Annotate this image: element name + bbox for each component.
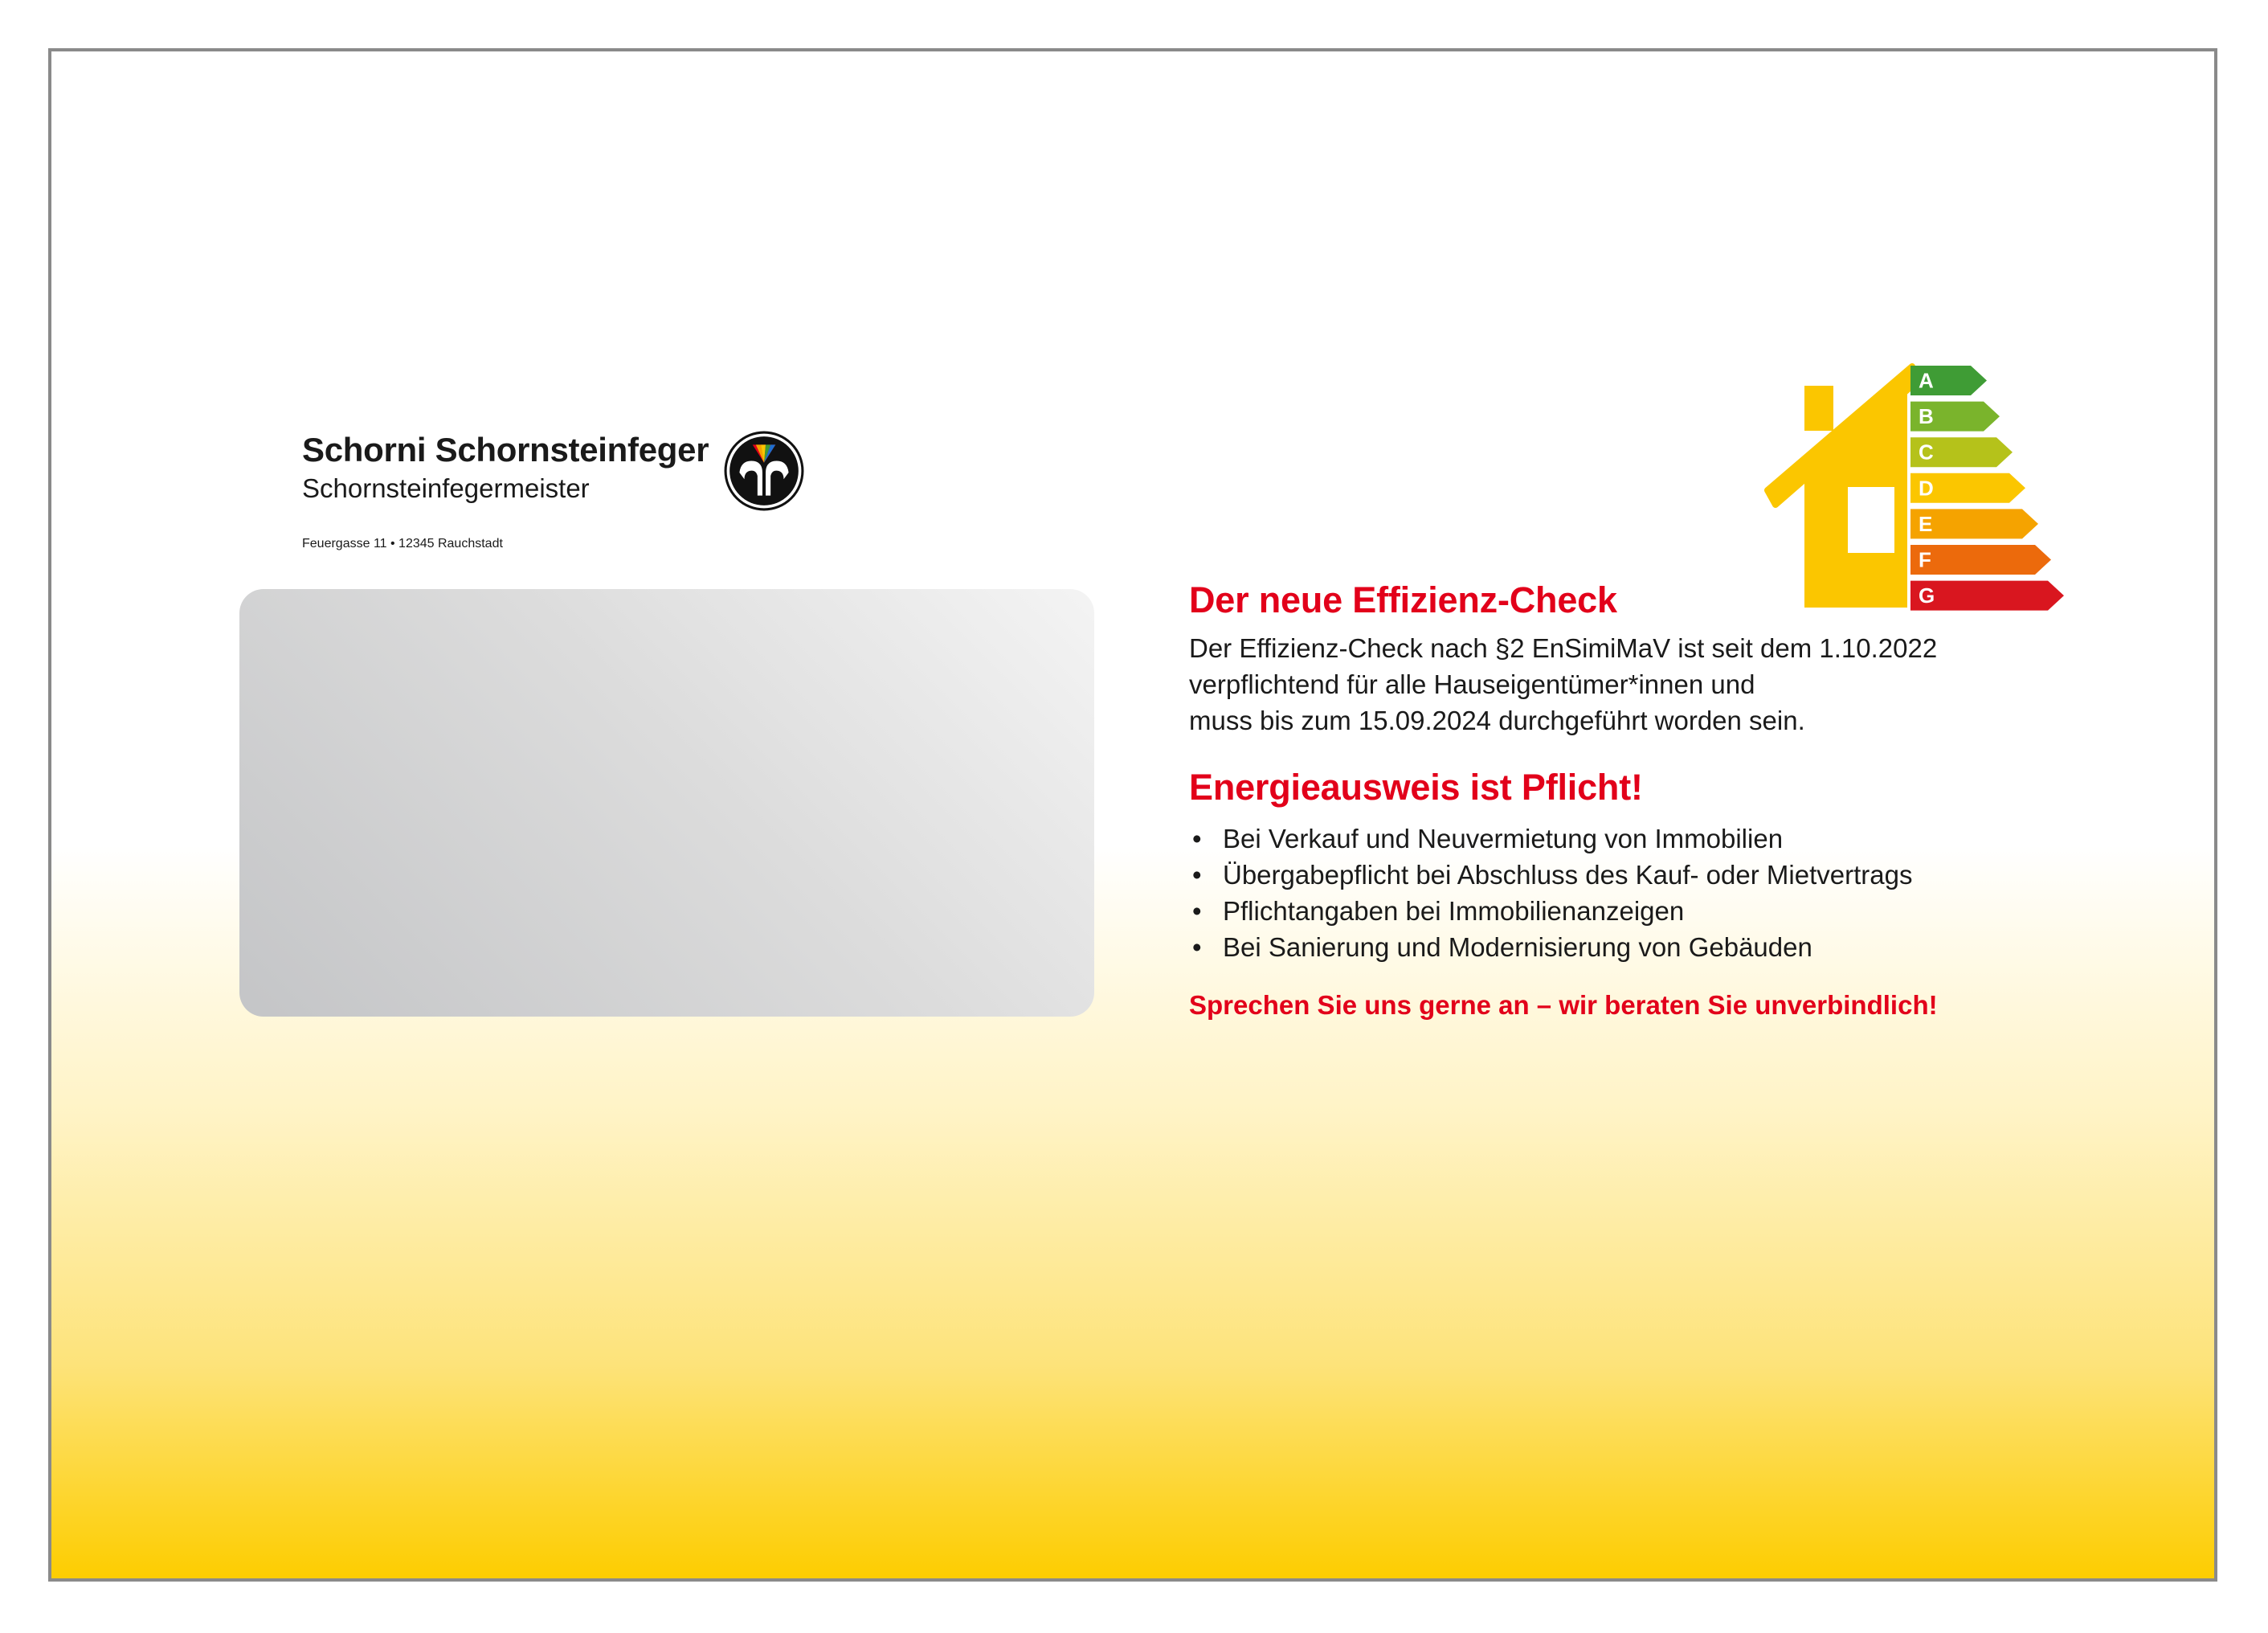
sender-name: Schorni Schornsteinfeger [302, 431, 709, 469]
heading-energieausweis: Energieausweis ist Pflicht! [1189, 767, 1643, 808]
info-paragraph [1189, 630, 2113, 739]
list-item-text: Übergabepflicht bei Abschluss des Kauf- oder Mietvertrags [1223, 860, 1913, 890]
paragraph-line: Der Effizienz-Check nach §2 EnSimiMaV ist seit dem 1.10.2022 [1189, 633, 1938, 663]
sender-address: Feuergasse 11 • 12345 Rauchstadt [302, 537, 503, 550]
house-energy-label-icon [1764, 362, 2079, 611]
call-to-action: Sprechen Sie uns gerne an – wir beraten Sie unverbindlich! [1189, 990, 1938, 1020]
energy-class-a-label: A [1919, 368, 1934, 393]
efficiency-bars [1910, 366, 2064, 611]
list-item [1189, 929, 2113, 965]
address-window [239, 589, 1094, 1017]
sender-title: Schornsteinfegermeister [302, 473, 590, 503]
energy-class-g-label: G [1919, 583, 1935, 608]
bullet-icon: • [1192, 932, 1202, 962]
info-section [1189, 577, 2113, 1023]
heading-effizienz-check: Der neue Effizienz-Check [1189, 579, 1617, 620]
paragraph-line: muss bis zum 15.09.2024 durchgeführt worden sein. [1189, 706, 1805, 735]
list-item [1189, 857, 2113, 893]
bullet-icon: • [1192, 860, 1202, 890]
energy-class-e-label: E [1919, 511, 1933, 536]
energy-class-d-label: D [1919, 476, 1934, 501]
guild-logo-icon [723, 430, 805, 512]
energy-class-c-label: C [1919, 440, 1934, 465]
list-item-text: Bei Verkauf und Neuvermietung von Immobilien [1223, 824, 1784, 853]
list-item [1189, 893, 2113, 929]
house-window-shape [1848, 487, 1894, 553]
bullet-icon: • [1192, 824, 1202, 853]
paragraph-line: verpflichtend für alle Hauseigentümer*innen und [1189, 669, 1755, 699]
list-item-text: Bei Sanierung und Modernisierung von Gebäuden [1223, 932, 1812, 962]
list-item-text: Pflichtangaben bei Immobilienanzeigen [1223, 896, 1685, 926]
bullet-icon: • [1192, 896, 1202, 926]
sender-block [302, 429, 709, 506]
chimney-shape [1804, 386, 1833, 431]
energy-class-b-label: B [1919, 404, 1934, 429]
bullet-list [1189, 821, 2113, 965]
energy-class-f-bar [1910, 545, 2051, 575]
energy-class-f-label: F [1919, 547, 1931, 572]
list-item [1189, 821, 2113, 857]
